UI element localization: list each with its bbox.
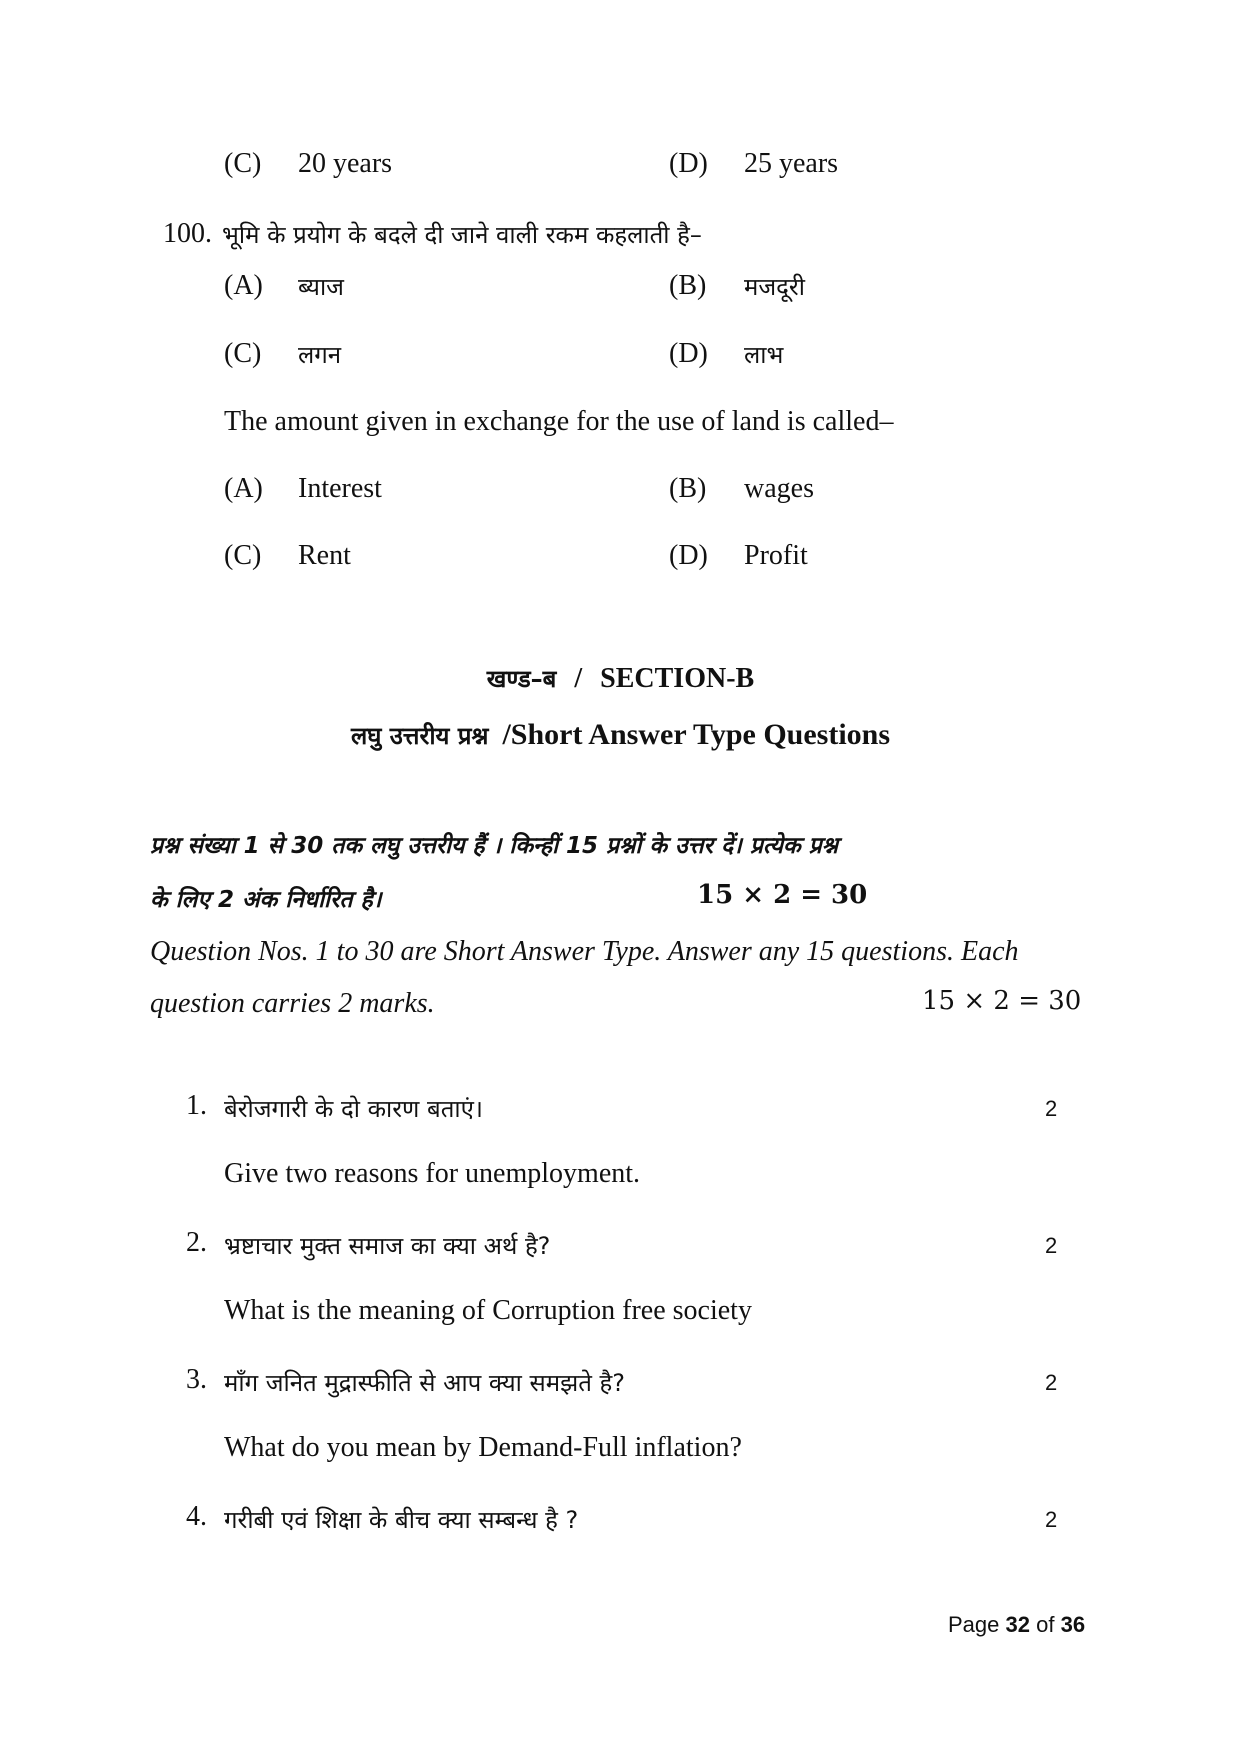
section-title-english: SECTION-B <box>600 663 755 694</box>
question-number: 1. <box>186 1090 207 1121</box>
question-marks: 2 <box>1045 1233 1058 1258</box>
question-text-hindi: भ्रष्टाचार मुक्त समाज का क्या अर्थ है? <box>224 1232 551 1260</box>
question-text-english: Give two reasons for unemployment. <box>224 1158 641 1189</box>
question-number: 3. <box>186 1364 207 1395</box>
section-subtitle-english: /Short Answer Type Questions <box>502 718 891 751</box>
option-text: Profit <box>744 540 808 571</box>
option-text: 25 years <box>744 148 839 179</box>
option-text: wages <box>744 473 814 504</box>
option-label: (A) <box>224 473 263 504</box>
page-current: 32 <box>1005 1612 1030 1637</box>
question-text-english: What is the meaning of Corruption free society <box>224 1295 752 1326</box>
question-text-english: The amount given in exchange for the use of land is called– <box>224 406 894 437</box>
option-text: Rent <box>298 540 351 571</box>
instructions-hindi-line2: के लिए 2 अंक निर्धारित है। <box>150 887 382 913</box>
option-label: (D) <box>669 148 708 179</box>
question-marks: 2 <box>1045 1370 1058 1395</box>
instructions-hindi-line1: प्रश्न संख्या 1 से 30 तक लघु उत्तरीय हैं । किन्हीं 15 प्रश्नों के उत्तर दें। प्रत्येक प्रश्न <box>150 833 839 859</box>
section-subtitle <box>0 718 1241 752</box>
option-label: (B) <box>669 473 707 504</box>
option-label: (D) <box>669 338 708 369</box>
question-marks: 2 <box>1045 1507 1058 1532</box>
option-text: 20 years <box>298 148 393 179</box>
page-of: of <box>1036 1612 1055 1637</box>
page-prefix: Page <box>948 1612 1000 1637</box>
option-text: ब्याज <box>298 273 344 301</box>
section-title-slash: / <box>574 663 583 694</box>
page-total: 36 <box>1060 1612 1086 1637</box>
option-label: (C) <box>224 148 262 179</box>
instructions-english-line2: question carries 2 marks. <box>150 988 435 1019</box>
instructions-english-marks: 15 × 2 = 30 <box>922 986 1082 1016</box>
option-text: लगन <box>298 341 342 369</box>
question-text-hindi: भूमि के प्रयोग के बदले दी जाने वाली रकम कहलाती है– <box>222 221 702 249</box>
question-number: 4. <box>186 1501 207 1532</box>
question-text-hindi: बेरोजगारी के दो कारण बताएं। <box>224 1095 483 1123</box>
option-text: मजदूरी <box>744 273 805 301</box>
section-subtitle-hindi: लघु उत्तरीय प्रश्न <box>350 722 489 750</box>
option-text: Interest <box>298 473 382 504</box>
question-number: 100. <box>163 218 212 249</box>
section-title <box>0 662 1241 695</box>
option-label: (C) <box>224 338 262 369</box>
question-text-hindi: माँग जनित मुद्रास्फीति से आप क्या समझते है? <box>224 1369 626 1397</box>
option-label: (D) <box>669 540 708 571</box>
question-text-english: What do you mean by Demand-Full inflation? <box>224 1432 742 1463</box>
instructions-english-line1: Question Nos. 1 to 30 are Short Answer Type. Answer any 15 questions. Each <box>150 936 1019 967</box>
option-label: (A) <box>224 270 263 301</box>
page-number <box>948 1612 1085 1638</box>
option-label: (B) <box>669 270 707 301</box>
question-text-hindi: गरीबी एवं शिक्षा के बीच क्या सम्बन्ध है ? <box>224 1506 579 1534</box>
question-marks: 2 <box>1045 1096 1058 1121</box>
section-title-hindi: खण्ड–ब <box>486 665 557 693</box>
question-number: 2. <box>186 1227 207 1258</box>
instructions-hindi-marks: 15 × 2 = 30 <box>697 880 868 910</box>
option-label: (C) <box>224 540 262 571</box>
option-text: लाभ <box>744 341 784 369</box>
